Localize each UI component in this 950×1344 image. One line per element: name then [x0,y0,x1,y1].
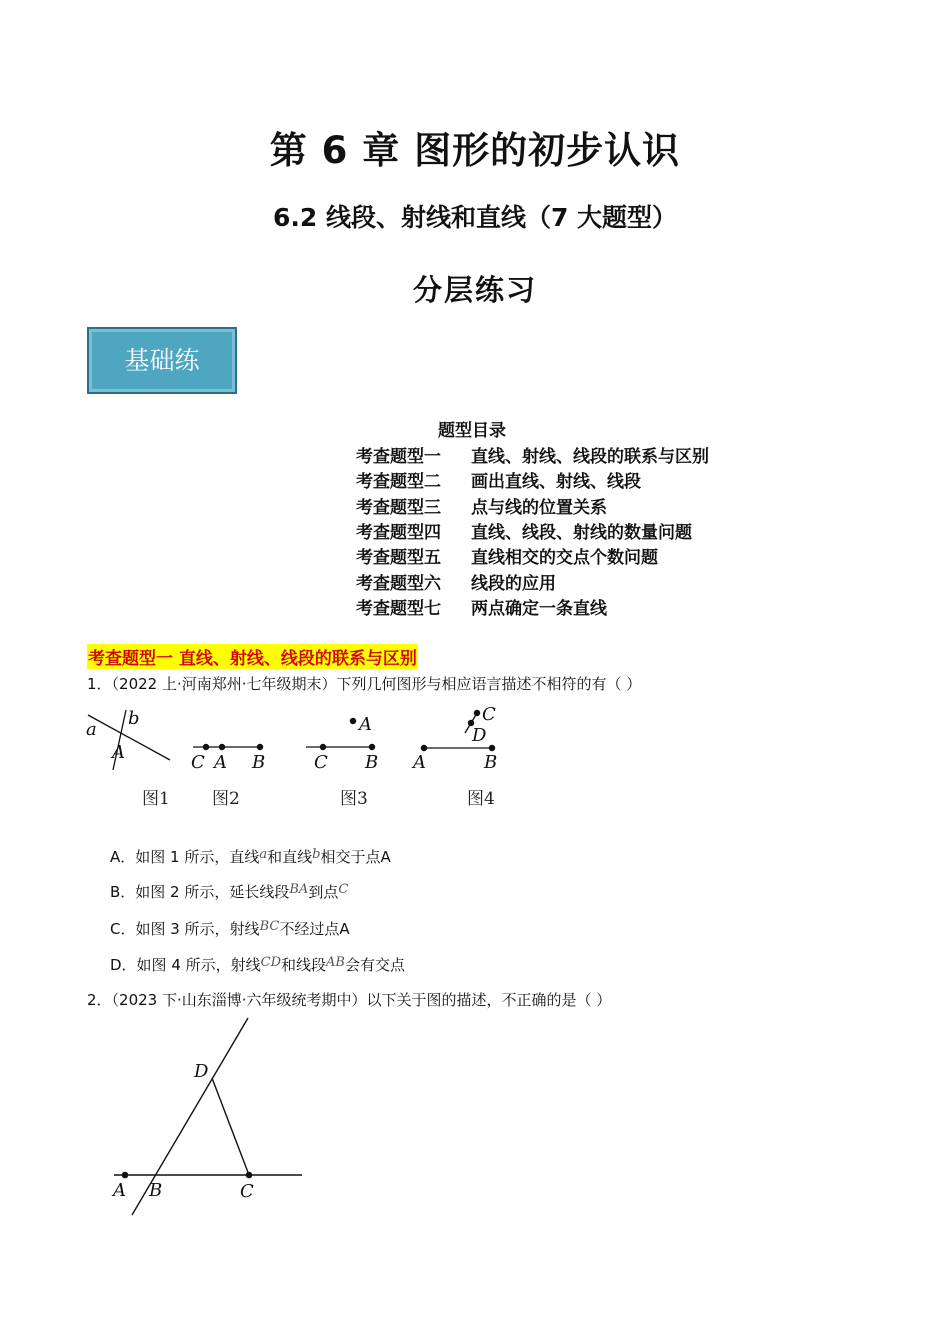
toc-item [356,594,607,619]
fig4-point-A [421,745,426,750]
toc-item-label: 考查题型六 [356,574,441,594]
q2-segment-DC [212,1078,249,1175]
question-2-stem: 2．（2023 下·山东淄博·六年级统考期中）以下关于图的描述，不正确的是（ ） [87,991,612,1009]
toc-item-label: 考查题型四 [356,523,441,543]
option-text: 和线段 [281,956,327,974]
q2-label-B: B [149,1180,163,1201]
toc-item [356,467,641,492]
toc-item [356,518,692,543]
toc-item-text: 画出直线、射线、线段 [471,472,641,492]
basic-practice-badge: 基础练 [87,327,237,394]
option-math: BC [259,919,280,934]
question-1-option-A[interactable] [110,846,391,867]
section-title: 6.2 线段、射线和直线（7 大题型） [272,203,678,232]
fig2-point-A [219,744,224,749]
toc-item-text: 线段的应用 [471,574,556,594]
chapter-title: 第 6 章 图形的初步认识 [269,129,681,172]
fig1-label-a: a [86,719,97,740]
question-1-option-B[interactable] [110,881,348,902]
option-math: BA [289,882,309,897]
question-1-option-D[interactable] [110,954,405,975]
option-math: C [338,882,349,897]
toc-item [356,543,658,568]
fig3-label-B: B [365,752,379,773]
fig2-point-C [203,744,208,749]
option-math: b [312,847,321,862]
q2-point-A [122,1172,127,1177]
fig4-point-C [474,710,479,715]
fig1-label-b: b [128,708,140,729]
fig3-label-C: C [314,752,328,773]
toc-item-label: 考查题型五 [356,548,441,568]
option-text: D．如图 4 所示，射线 [110,956,261,974]
toc-item [356,442,709,467]
section-heading-type1: 考查题型一 直线、射线、线段的联系与区别 [87,644,418,669]
q2-label-D: D [194,1061,209,1082]
q2-label-C: C [240,1181,254,1202]
fig3-point-B [369,744,374,749]
fig1-label-A: A [112,742,125,763]
option-text: 和直线 [267,848,313,866]
toc-item-text: 直线相交的交点个数问题 [471,548,658,568]
option-text: C．如图 3 所示，射线 [110,920,260,938]
question-1-stem: 1．（2022 上·河南郑州·七年级期末）下列几何图形与相应语言描述不相符的有（ ） [87,675,642,693]
q2-point-C [246,1172,251,1177]
option-math: AB [326,955,345,970]
toc-item-label: 考查题型一 [356,447,441,467]
q2-label-A: A [113,1180,126,1201]
toc-item-text: 直线、线段、射线的数量问题 [471,523,692,543]
option-text: 不经过点A [279,920,350,938]
fig3-label-A: A [359,714,372,735]
fig4-label-D: D [472,725,487,746]
fig4-caption: 图4 [467,789,495,809]
toc-item [356,569,556,594]
fig3-point-C [320,744,325,749]
toc-item-text: 点与线的位置关系 [471,498,607,518]
option-text: B．如图 2 所示，延长线段 [110,883,290,901]
question-1-option-C[interactable] [110,918,350,939]
toc-item-label: 考查题型三 [356,498,441,518]
fig3-caption: 图3 [340,789,368,809]
toc-item-label: 考查题型七 [356,599,441,619]
toc-item-text: 两点确定一条直线 [471,599,607,619]
fig4-label-A: A [413,752,426,773]
fig2-caption: 图2 [212,789,240,809]
fig1-caption: 图1 [142,789,170,809]
fig4-point-B [489,745,494,750]
fig2-label-A: A [214,752,227,773]
fig3-point-A [350,718,355,723]
option-math: CD [260,955,282,970]
option-text: 相交于点A [320,848,391,866]
fig2-label-C: C [191,752,205,773]
toc-item-text: 直线、射线、线段的联系与区别 [471,447,709,467]
option-text: A．如图 1 所示，直线 [110,848,260,866]
fig4-label-B: B [484,752,498,773]
toc-heading: 题型目录 [438,421,506,441]
option-math: a [259,847,268,862]
fig2-label-B: B [252,752,266,773]
fig4-label-C: C [482,704,496,725]
fig2-point-B [257,744,262,749]
practice-title: 分层练习 [412,273,537,307]
toc-item [356,493,607,518]
option-text: 到点 [308,883,339,901]
question-1-figures [80,700,520,815]
toc-item-label: 考查题型二 [356,472,441,492]
option-text: 会有交点 [344,956,405,974]
question-2-figure [100,1015,320,1225]
